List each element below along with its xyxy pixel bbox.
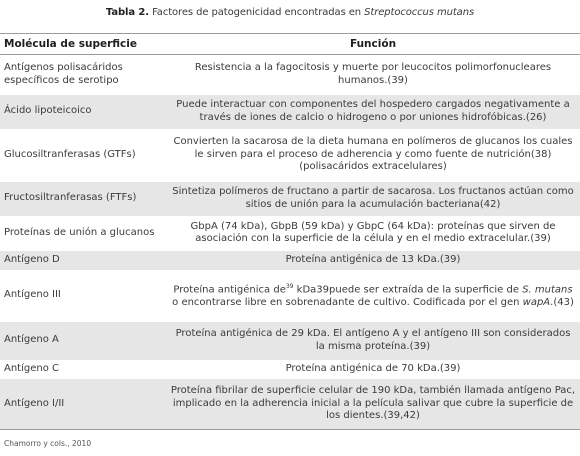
header-molecule: Molécula de superficie	[0, 34, 166, 55]
table-row	[0, 182, 580, 216]
molecule-cell: Fructosiltranferasas (FTFs)	[0, 182, 166, 216]
molecule-cell: Antígeno C	[4, 362, 59, 374]
molecule-cell: Antígeno III	[4, 289, 61, 301]
function-italic: wapA	[522, 297, 551, 309]
molecule-cell: Antígeno D	[0, 251, 166, 270]
source-note: Chamorro y cols., 2010	[4, 439, 92, 448]
table-row	[0, 55, 580, 95]
function-cell: Puede interactuar con componentes del hospedero cargados negativamente a través de iones de calcio o hidrogeno o por uniones hidrofóbicas.(26)	[166, 95, 580, 129]
function-superscript: 39	[285, 283, 294, 291]
table-row	[0, 270, 580, 322]
molecule-cell: Antígeno I/II	[0, 379, 166, 430]
function-text: kDa39puede ser extraída de la superficie de	[293, 284, 523, 296]
table-header-row	[0, 34, 580, 55]
table-row	[0, 322, 580, 360]
function-cell: Convierten la sacarosa de la dieta humana en polímeros de glucanos los cuales le sirven para el proceso de adherencia y como fuente de nutrición(38) (polisacáridos extracelulares)	[173, 136, 573, 173]
header-function: Función	[166, 34, 580, 55]
table-title: Factores de patogenicidad encontradas en	[148, 7, 365, 18]
table-row	[0, 95, 580, 129]
function-text: Proteína antigénica de	[173, 284, 286, 296]
table-row	[0, 251, 580, 270]
table-row	[0, 129, 580, 182]
function-cell: GbpA (74 kDa), GbpB (59 kDa) y GbpC (64 kDa): proteínas que sirven de asociación con la superficie de la célula y en el medio extracelular.(39)	[190, 220, 556, 244]
table-row	[0, 360, 580, 379]
function-cell: Proteína fibrilar de superficie celular de 190 kDa, también llamada antígeno Pac, implicado en la adherencia inicial a la película salivar que cubre la superficie de los dientes.(39,42)	[166, 379, 580, 430]
molecule-cell: Antígenos polisacáridos específicos de serotipo	[4, 62, 123, 86]
function-cell: Resistencia a la fagocitosis y muerte por leucocitos polimorfonucleares humanos.(39)	[194, 62, 552, 86]
molecule-cell: Proteínas de unión a glucanos	[4, 226, 155, 238]
molecule-cell: Antígeno A	[0, 322, 166, 360]
table-row	[0, 216, 580, 251]
function-cell: Proteína antigénica de 29 kDa. El antígeno A y el antígeno III son considerados la misma proteína.(39)	[166, 322, 580, 360]
table-label: Tabla 2.	[105, 7, 149, 18]
function-italic: S. mutans	[522, 284, 573, 296]
function-text: o encontrarse libre en sobrenadante de cultivo. Codificada por el gen	[172, 297, 523, 309]
organism-name: Streptococcus mutans	[364, 7, 475, 18]
molecule-cell: Ácido lipoteicoico	[0, 95, 166, 129]
table-caption	[0, 7, 580, 18]
function-text: .(43)	[550, 297, 574, 309]
table-row	[0, 379, 580, 430]
function-cell: Proteína antigénica de 70 kDa.(39)	[285, 362, 461, 374]
function-cell: Sintetiza polímeros de fructano a partir de sacarosa. Los fructanos actúan como sitios de unión para la acumulación bacteriana(42)	[166, 182, 580, 216]
molecule-cell: Glucosiltranferasas (GTFs)	[4, 148, 136, 160]
function-cell: Proteína antigénica de 13 kDa.(39)	[166, 251, 580, 270]
pathogenicity-table	[0, 33, 580, 430]
function-cell	[166, 270, 580, 322]
